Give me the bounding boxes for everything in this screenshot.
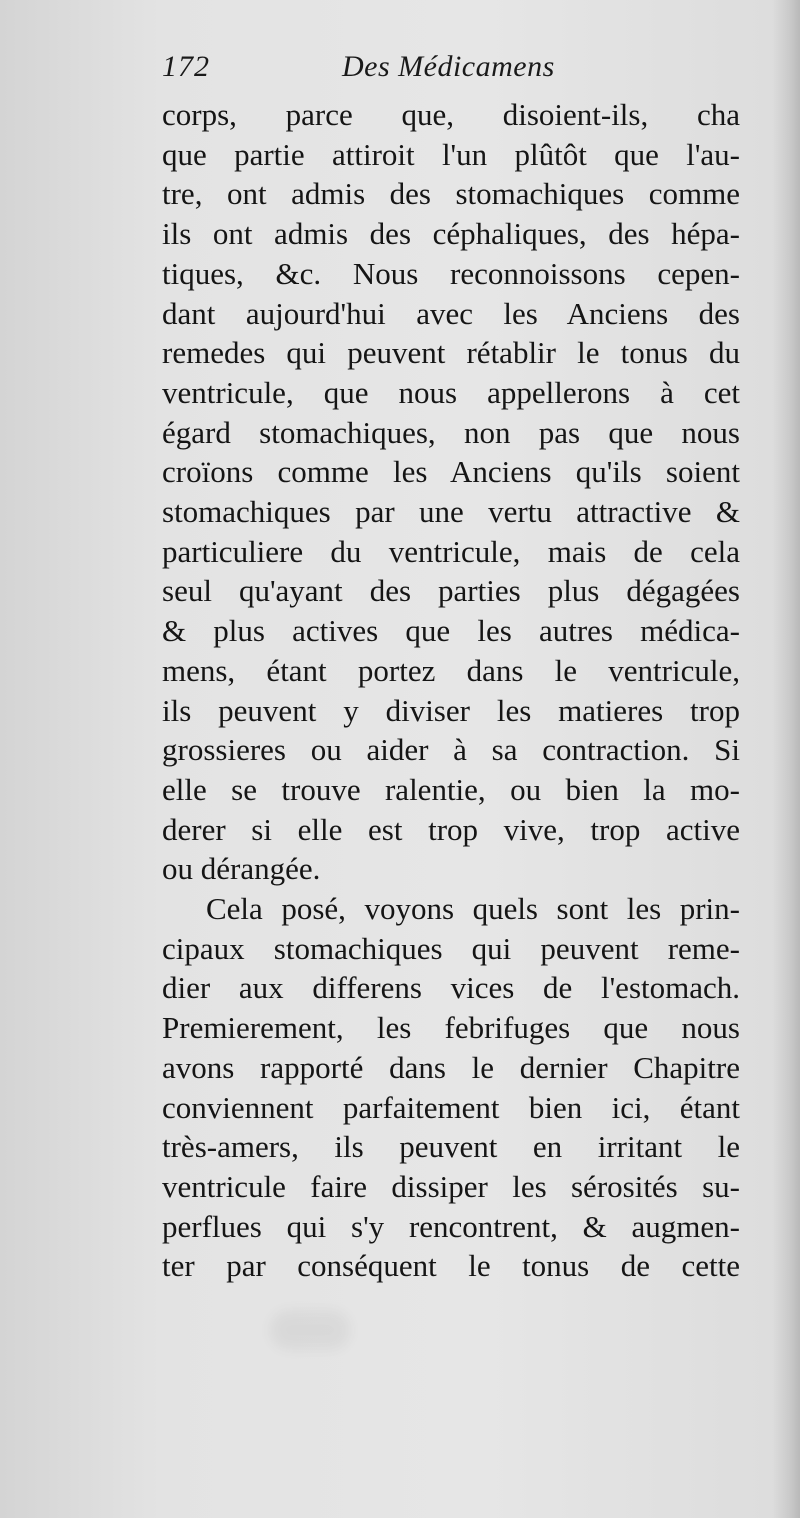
body-text xyxy=(162,95,740,1286)
text-line: ou dérangée. xyxy=(162,851,321,887)
text-line: avons rapporté dans le dernier Chapitre xyxy=(162,1049,740,1085)
text-line: seul qu'ayant des parties plus dégagées xyxy=(162,573,740,609)
text-line: remedes qui peuvent rétablir le tonus du xyxy=(162,335,740,371)
text-line: ter par conséquent le tonus de cette xyxy=(162,1248,740,1284)
text-line: perflues qui s'y rencontrent, & augmen- xyxy=(162,1208,740,1244)
text-line: tre, ont admis des stomachiques comme xyxy=(162,176,740,212)
text-line: ils ont admis des céphaliques, des hépa- xyxy=(162,216,740,252)
text-line: ventricule faire dissiper les sérosités su- xyxy=(162,1168,740,1204)
show-through-smudge xyxy=(270,1310,350,1350)
text-line: stomachiques par une vertu attractive & xyxy=(162,494,740,530)
text-line: ventricule, que nous appellerons à cet xyxy=(162,374,740,410)
text-line: cipaux stomachiques qui peuvent reme- xyxy=(162,930,740,966)
text-line: & plus actives que les autres médica- xyxy=(162,613,740,649)
text-line: dier aux differens vices de l'estomach. xyxy=(162,970,740,1006)
text-line: conviennent parfaitement bien ici, étant xyxy=(162,1089,740,1125)
text-line: Cela posé, voyons quels sont les prin- xyxy=(206,891,740,927)
text-line: égard stomachiques, non pas que nous xyxy=(162,414,740,450)
text-line: croïons comme les Anciens qu'ils soient xyxy=(162,454,740,490)
text-line: derer si elle est trop vive, trop active xyxy=(162,811,740,847)
text-line: très-amers, ils peuvent en irritant le xyxy=(162,1129,740,1165)
page-edge-shadow xyxy=(772,0,800,1518)
text-line: particuliere du ventricule, mais de cela xyxy=(162,533,740,569)
text-line: mens, étant portez dans le ventricule, xyxy=(162,652,740,688)
text-line: elle se trouve ralentie, ou bien la mo- xyxy=(162,771,740,807)
text-line: corps, parce que, disoient-ils, cha xyxy=(162,97,740,132)
text-line: dant aujourd'hui avec les Anciens des xyxy=(162,295,740,331)
running-title: Des Médicamens xyxy=(342,50,555,83)
text-line: Premierement, les febrifuges que nous xyxy=(162,1010,740,1046)
text-line: tiques, &c. Nous reconnoissons cepen- xyxy=(162,255,740,291)
text-line: grossieres ou aider à sa contraction. Si xyxy=(162,732,740,768)
text-line: ils peuvent y diviser les matieres trop xyxy=(162,692,740,728)
text-line: que partie attiroit l'un plûtôt que l'au- xyxy=(162,136,740,172)
page-number: 172 xyxy=(162,50,210,83)
page-header xyxy=(162,50,722,94)
